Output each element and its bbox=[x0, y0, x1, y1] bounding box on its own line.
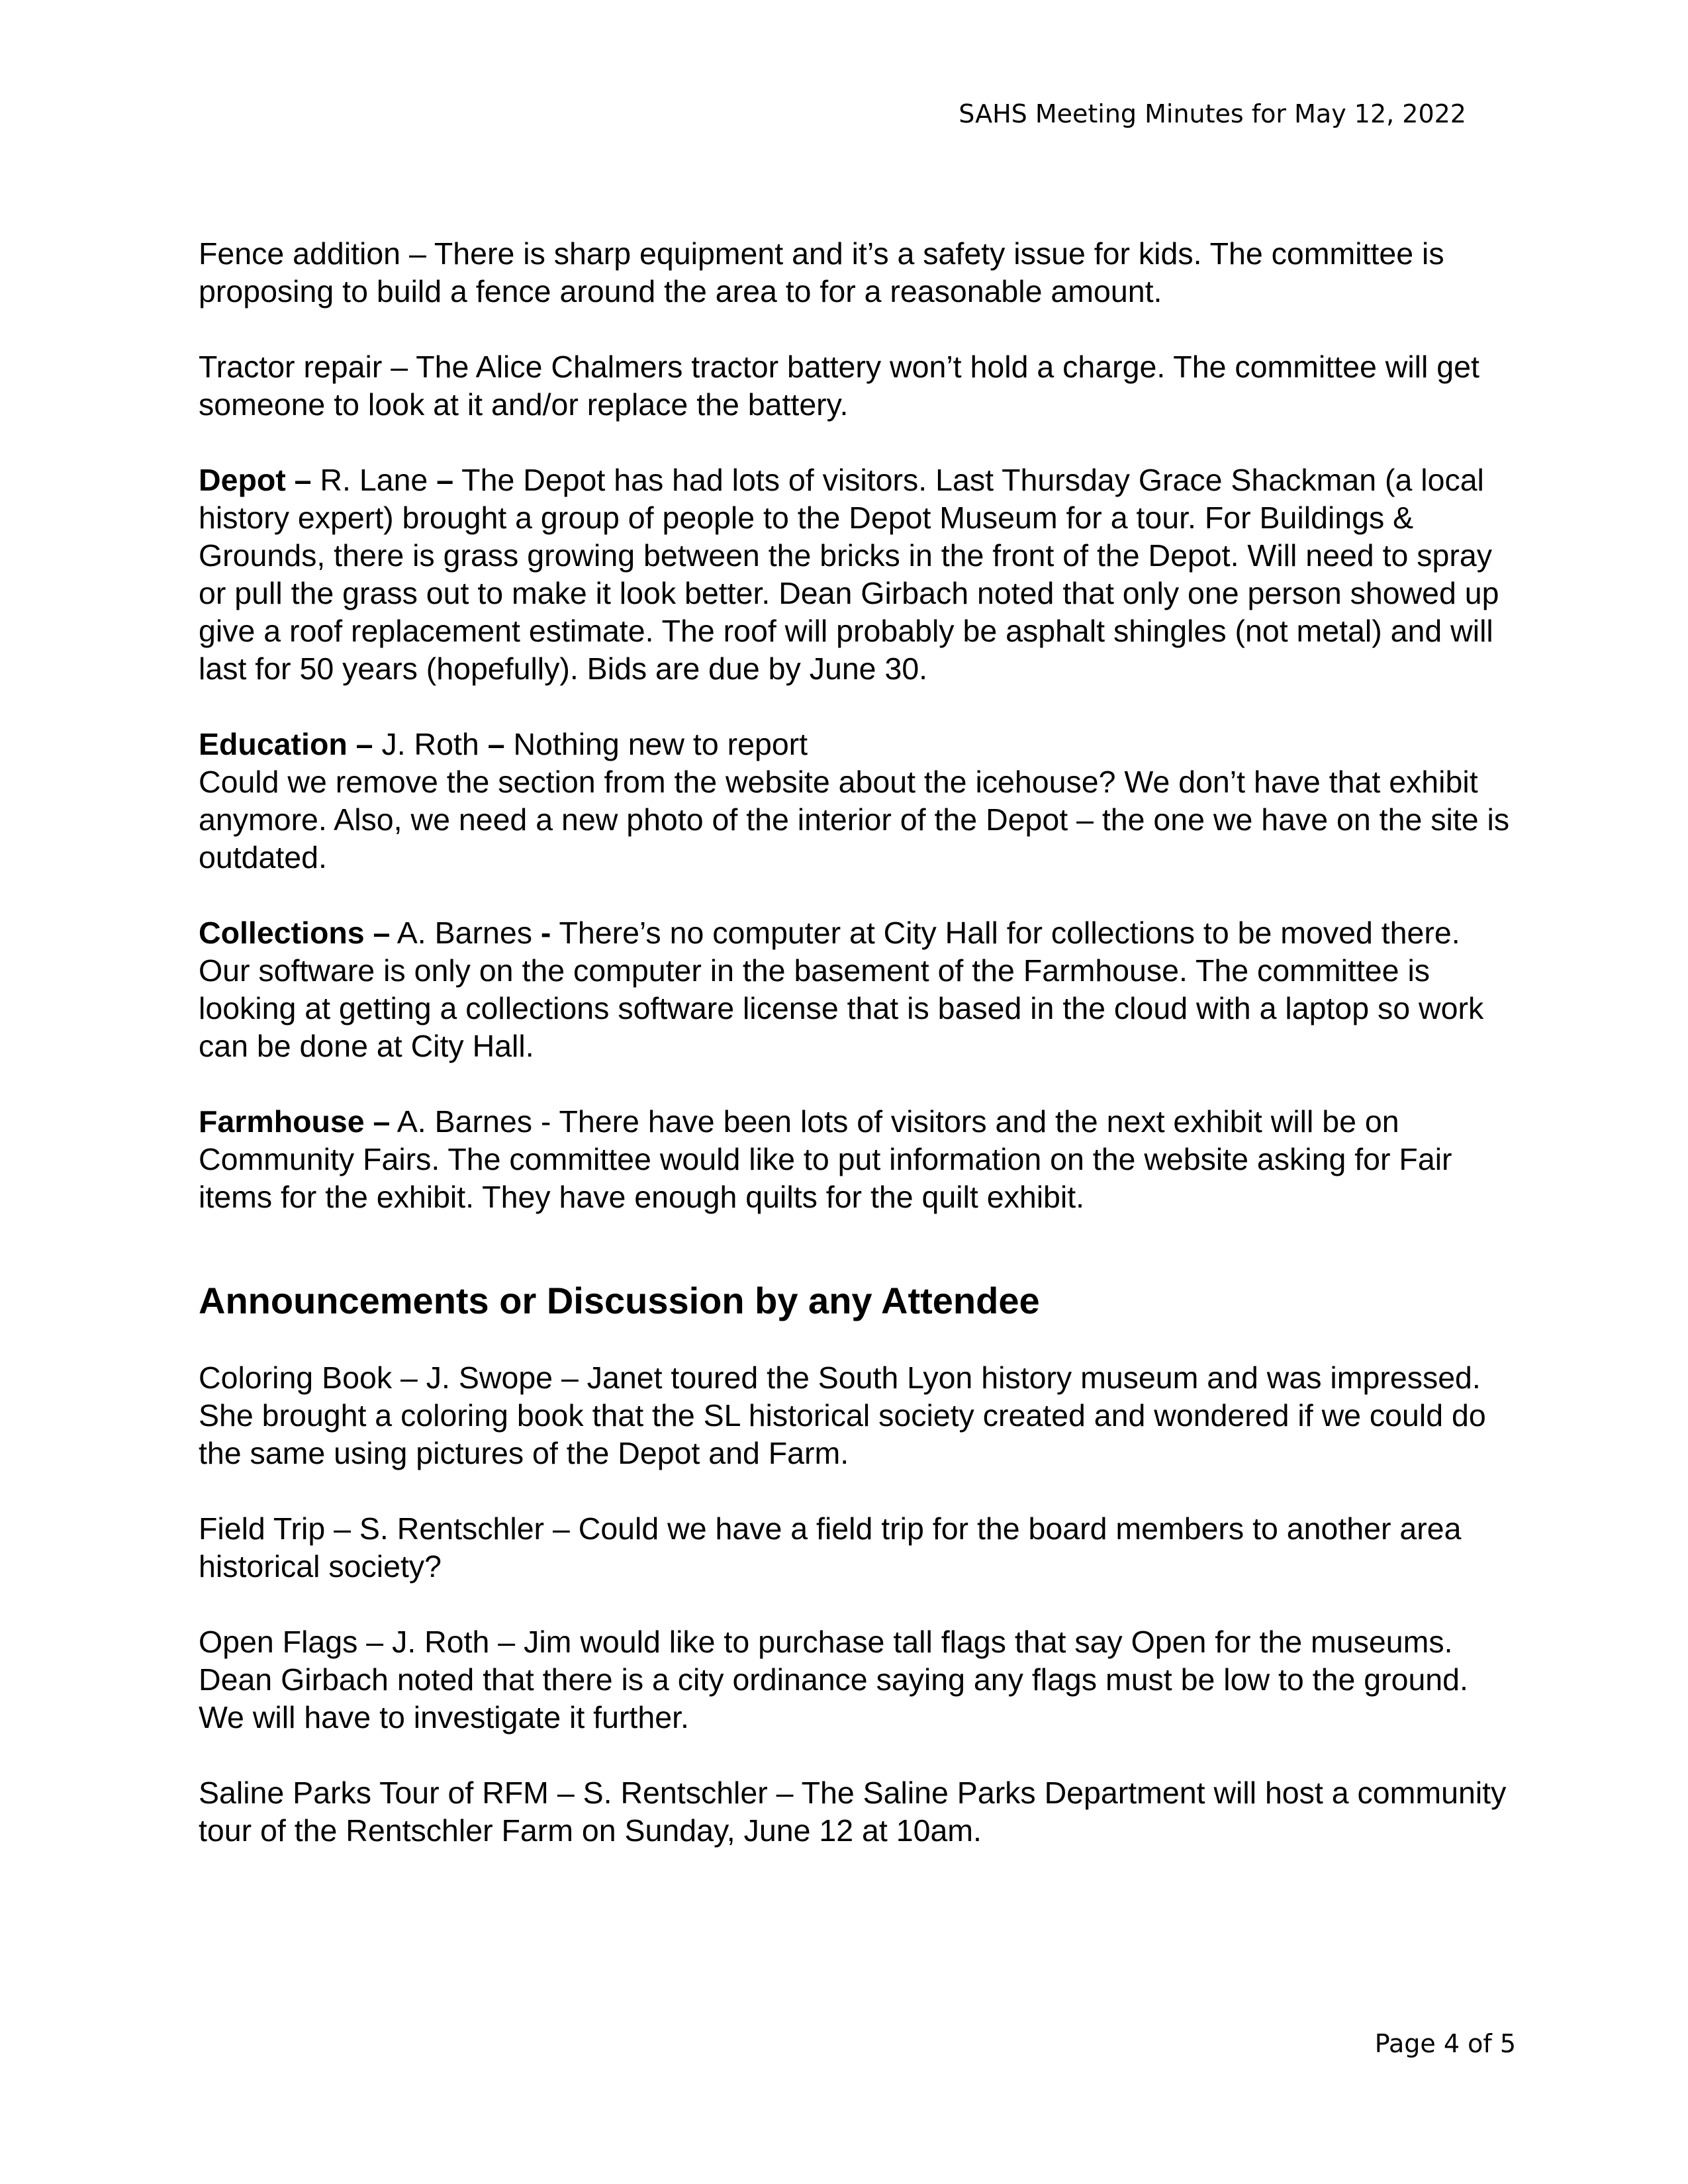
depot-person: R. Lane bbox=[311, 463, 437, 497]
farmhouse-report-paragraph bbox=[199, 1103, 1516, 1216]
document-body bbox=[199, 235, 1516, 1887]
farmhouse-label: Farmhouse – bbox=[199, 1104, 391, 1139]
tractor-repair-paragraph: Tractor repair – The Alice Chalmers tractor battery won’t hold a charge. The committee will get someone to look at it and/or replace the battery. bbox=[199, 350, 1479, 422]
education-followup-paragraph: Could we remove the section from the website about the icehouse? We don’t have that exhibit anymore. Also, we need a new photo of the interior of the Depot – the one we have on the site is outdated. bbox=[199, 765, 1510, 875]
fence-addition-paragraph: Fence addition – There is sharp equipment and it’s a safety issue for kids. The committee is proposing to build a fence around the area to for a reasonable amount. bbox=[199, 236, 1444, 309]
education-text: Nothing new to report bbox=[504, 727, 808, 761]
collections-label: Collections – bbox=[199, 916, 391, 950]
page-number: Page 4 of 5 bbox=[1374, 2029, 1516, 2058]
announcement-parks-tour: Saline Parks Tour of RFM – S. Rentschler – The Saline Parks Department will host a community tour of the Rentschler Farm on Sunday, June 12 at 10am. bbox=[199, 1776, 1507, 1848]
page-header: SAHS Meeting Minutes for May 12, 2022 bbox=[959, 99, 1466, 128]
depot-text: The Depot has had lots of visitors. Last Thursday Grace Shackman (a local history expert) brought a group of people to the Depot Museum for a tour. For Buildings & Grounds, there is grass growing between the bricks in the front of the Depot. Will need to spray or pull the grass out to make it look better. Dean Girbach noted that only one person showed up give a roof replacement estimate. The roof will probably be asphalt shingles (not metal) and will last for 50 years (hopefully). Bids are due by June 30. bbox=[199, 463, 1499, 686]
education-separator: – bbox=[487, 727, 505, 761]
education-person: J. Roth bbox=[373, 727, 488, 761]
announcements-heading: Announcements or Discussion by any Attendee bbox=[199, 1280, 1040, 1321]
education-report-paragraph bbox=[199, 726, 1516, 763]
collections-person: A. Barnes bbox=[390, 916, 541, 950]
announcement-field-trip: Field Trip – S. Rentschler – Could we have a field trip for the board members to another area historical society? bbox=[199, 1511, 1462, 1584]
announcement-open-flags: Open Flags – J. Roth – Jim would like to purchase tall flags that say Open for the museums. Dean Girbach noted that there is a city ordinance saying any flags must be low to the ground. We will have to investigate it further. bbox=[199, 1625, 1468, 1734]
collections-report-paragraph bbox=[199, 914, 1516, 1065]
education-label: Education – bbox=[199, 727, 373, 761]
depot-report-paragraph bbox=[199, 461, 1516, 688]
collections-text: There’s no computer at City Hall for collections to be moved there. Our software is only on the computer in the basement of the Farmhouse. The committee is looking at getting a collections software license that is based in the cloud with a laptop so work can be done at City Hall. bbox=[199, 916, 1484, 1063]
depot-separator: – bbox=[436, 463, 454, 497]
collections-separator: - bbox=[540, 916, 551, 950]
farmhouse-text: A. Barnes - There have been lots of visitors and the next exhibit will be on Community Fairs. The committee would like to put information on the website asking for Fair items for the exhibit. They have enough quilts for the quilt exhibit. bbox=[199, 1104, 1452, 1214]
depot-label: Depot – bbox=[199, 463, 312, 497]
announcement-coloring-book: Coloring Book – J. Swope – Janet toured the South Lyon history museum and was impressed. She brought a coloring book that the SL historical society created and wondered if we could do the same using pictures of the Depot and Farm. bbox=[199, 1360, 1486, 1470]
